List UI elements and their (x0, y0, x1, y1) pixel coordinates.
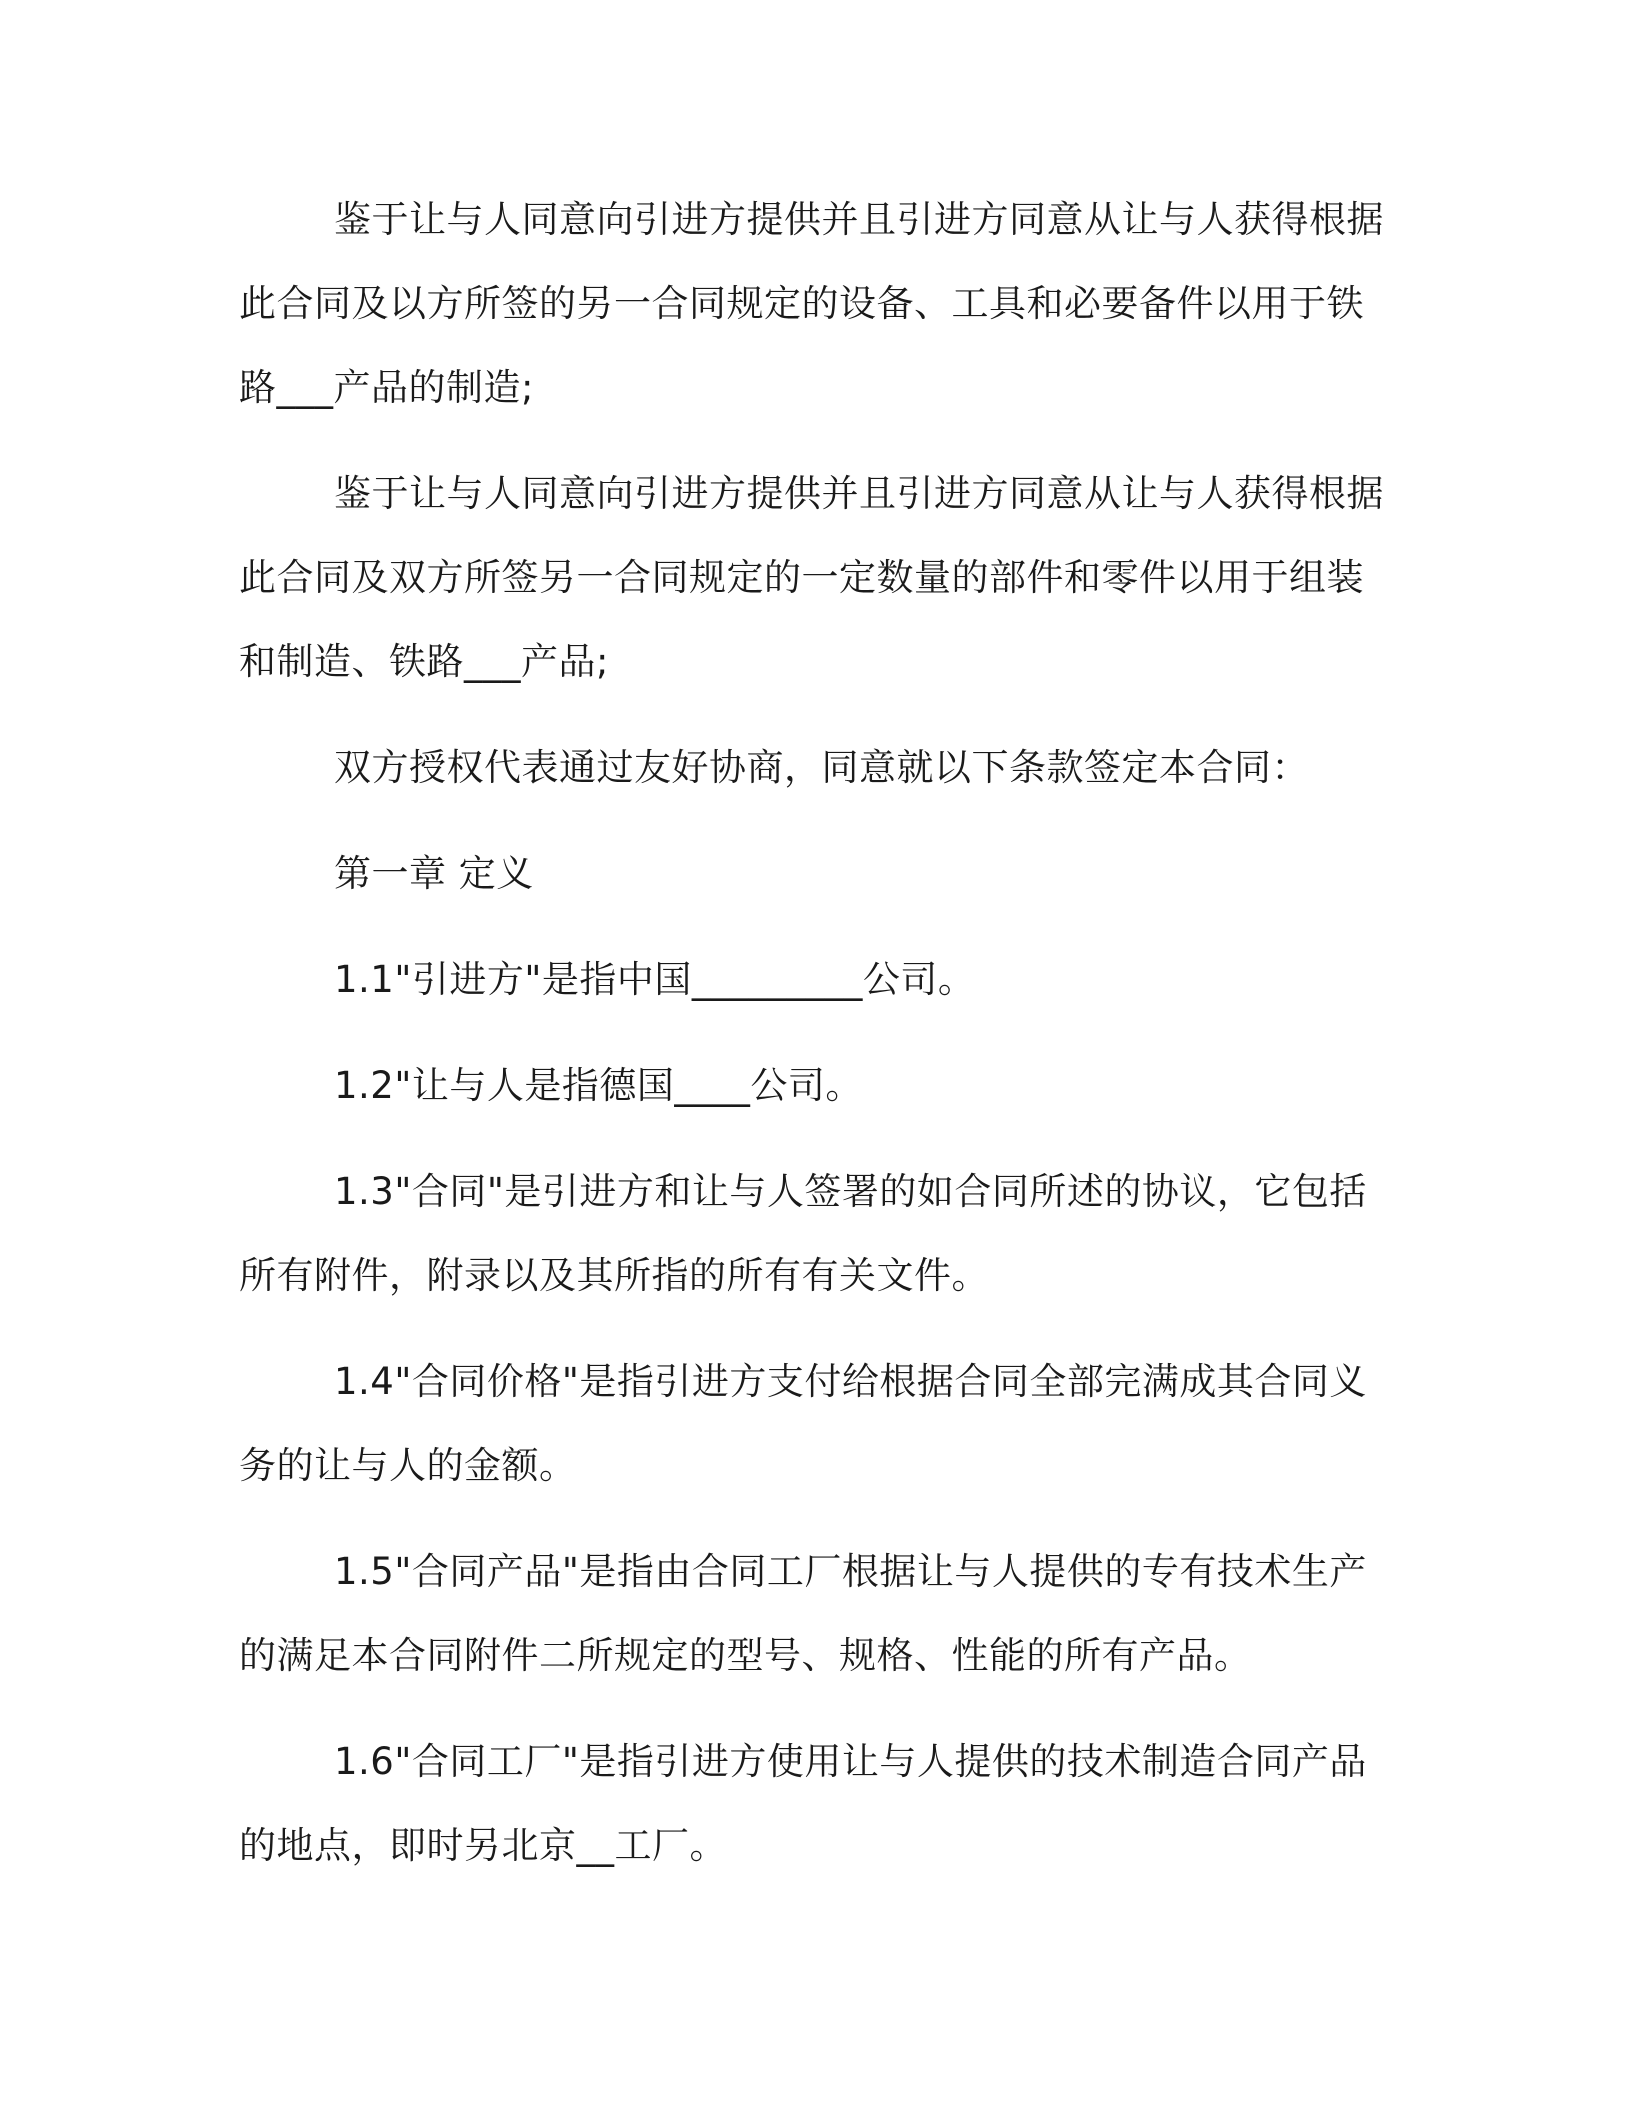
paragraph-preamble-equipment: 鉴于让与人同意向引进方提供并且引进方同意从让与人获得根据此合同及以方所签的另一合同规定的设备、工具和必要备件以用于铁路___产品的制造; (239, 198, 1384, 409)
clause-1-1: 1.1"引进方"是指中国_________公司。 (334, 958, 976, 1001)
clause-1-5: 1.5"合同产品"是指由合同工厂根据让与人提供的专有技术生产的满足本合同附件二所规定的型号、规格、性能的所有产品。 (239, 1550, 1367, 1677)
clause-1-2: 1.2"让与人是指德国____公司。 (334, 1064, 863, 1107)
document-body (239, 178, 1389, 1910)
chapter-heading: 第一章 定义 (334, 852, 534, 895)
paragraph-agreement-statement: 双方授权代表通过友好协商，同意就以下条款签定本合同： (334, 746, 1309, 789)
clause-1-6: 1.6"合同工厂"是指引进方使用让与人提供的技术制造合同产品的地点，即时另北京__工厂。 (239, 1740, 1367, 1867)
clause-1-3: 1.3"合同"是引进方和让与人签署的如合同所述的协议，它包括所有附件，附录以及其所指的所有有关文件。 (239, 1170, 1367, 1297)
paragraph-preamble-parts: 鉴于让与人同意向引进方提供并且引进方同意从让与人获得根据此合同及双方所签另一合同规定的一定数量的部件和零件以用于组装和制造、铁路___产品; (239, 472, 1384, 683)
clause-1-4: 1.4"合同价格"是指引进方支付给根据合同全部完满成其合同义务的让与人的金额。 (239, 1360, 1367, 1487)
